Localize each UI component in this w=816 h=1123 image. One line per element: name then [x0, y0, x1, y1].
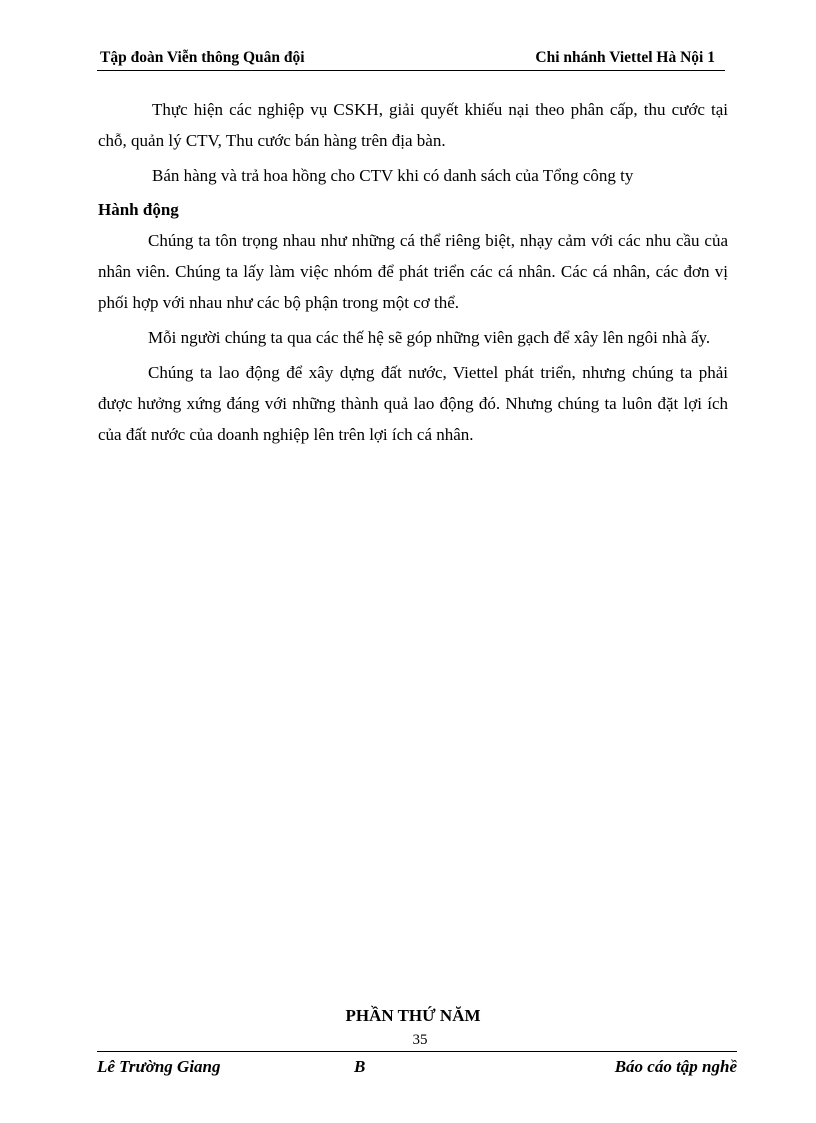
paragraph-labor: Chúng ta lao động để xây dựng đất nước, Viettel phát triển, nhưng chúng ta phải được hưởng xứng đáng với những thành quả lao động đó. Nhưng chúng ta luôn đặt lợi ích của đất nước của doanh nghiệp lên trên lợi ích cá nhân. — [98, 363, 728, 444]
footer-author: Lê Trường Giang — [97, 1057, 221, 1076]
section-heading: Hành động — [98, 200, 179, 219]
page-footer — [97, 1051, 737, 1078]
paragraph-sales: Bán hàng và trả hoa hồng cho CTV khi có danh sách của Tổng công ty — [152, 166, 634, 185]
paragraph-cskh: Thực hiện các nghiệp vụ CSKH, giải quyết khiếu nại theo phân cấp, thu cước tại chỗ, quản lý CTV, Thu cước bán hàng trên địa bàn. — [98, 100, 728, 150]
footer-class: B — [354, 1057, 366, 1076]
paragraph-generations: Mỗi người chúng ta qua các thế hệ sẽ góp những viên gạch để xây lên ngôi nhà ấy. — [148, 328, 711, 347]
footer-report-title: Báo cáo tập nghề — [614, 1057, 737, 1076]
header-organization: Tập đoàn Viễn thông Quân đội — [100, 49, 305, 66]
section-title: PHẦN THỨ NĂM — [345, 1006, 481, 1025]
page-header — [97, 48, 725, 71]
page-number: 35 — [412, 1032, 428, 1048]
paragraph-respect: Chúng ta tôn trọng nhau như những cá thể riêng biệt, nhạy cảm với các nhu cầu của nhân viên. Chúng ta lấy làm việc nhóm để phát triển các cá nhân. Các cá nhân, các đơn vị phối hợp với nhau như các bộ phận trong một cơ thể. — [98, 231, 728, 312]
document-body — [98, 94, 728, 450]
header-branch: Chi nhánh Viettel Hà Nội 1 — [535, 49, 715, 66]
